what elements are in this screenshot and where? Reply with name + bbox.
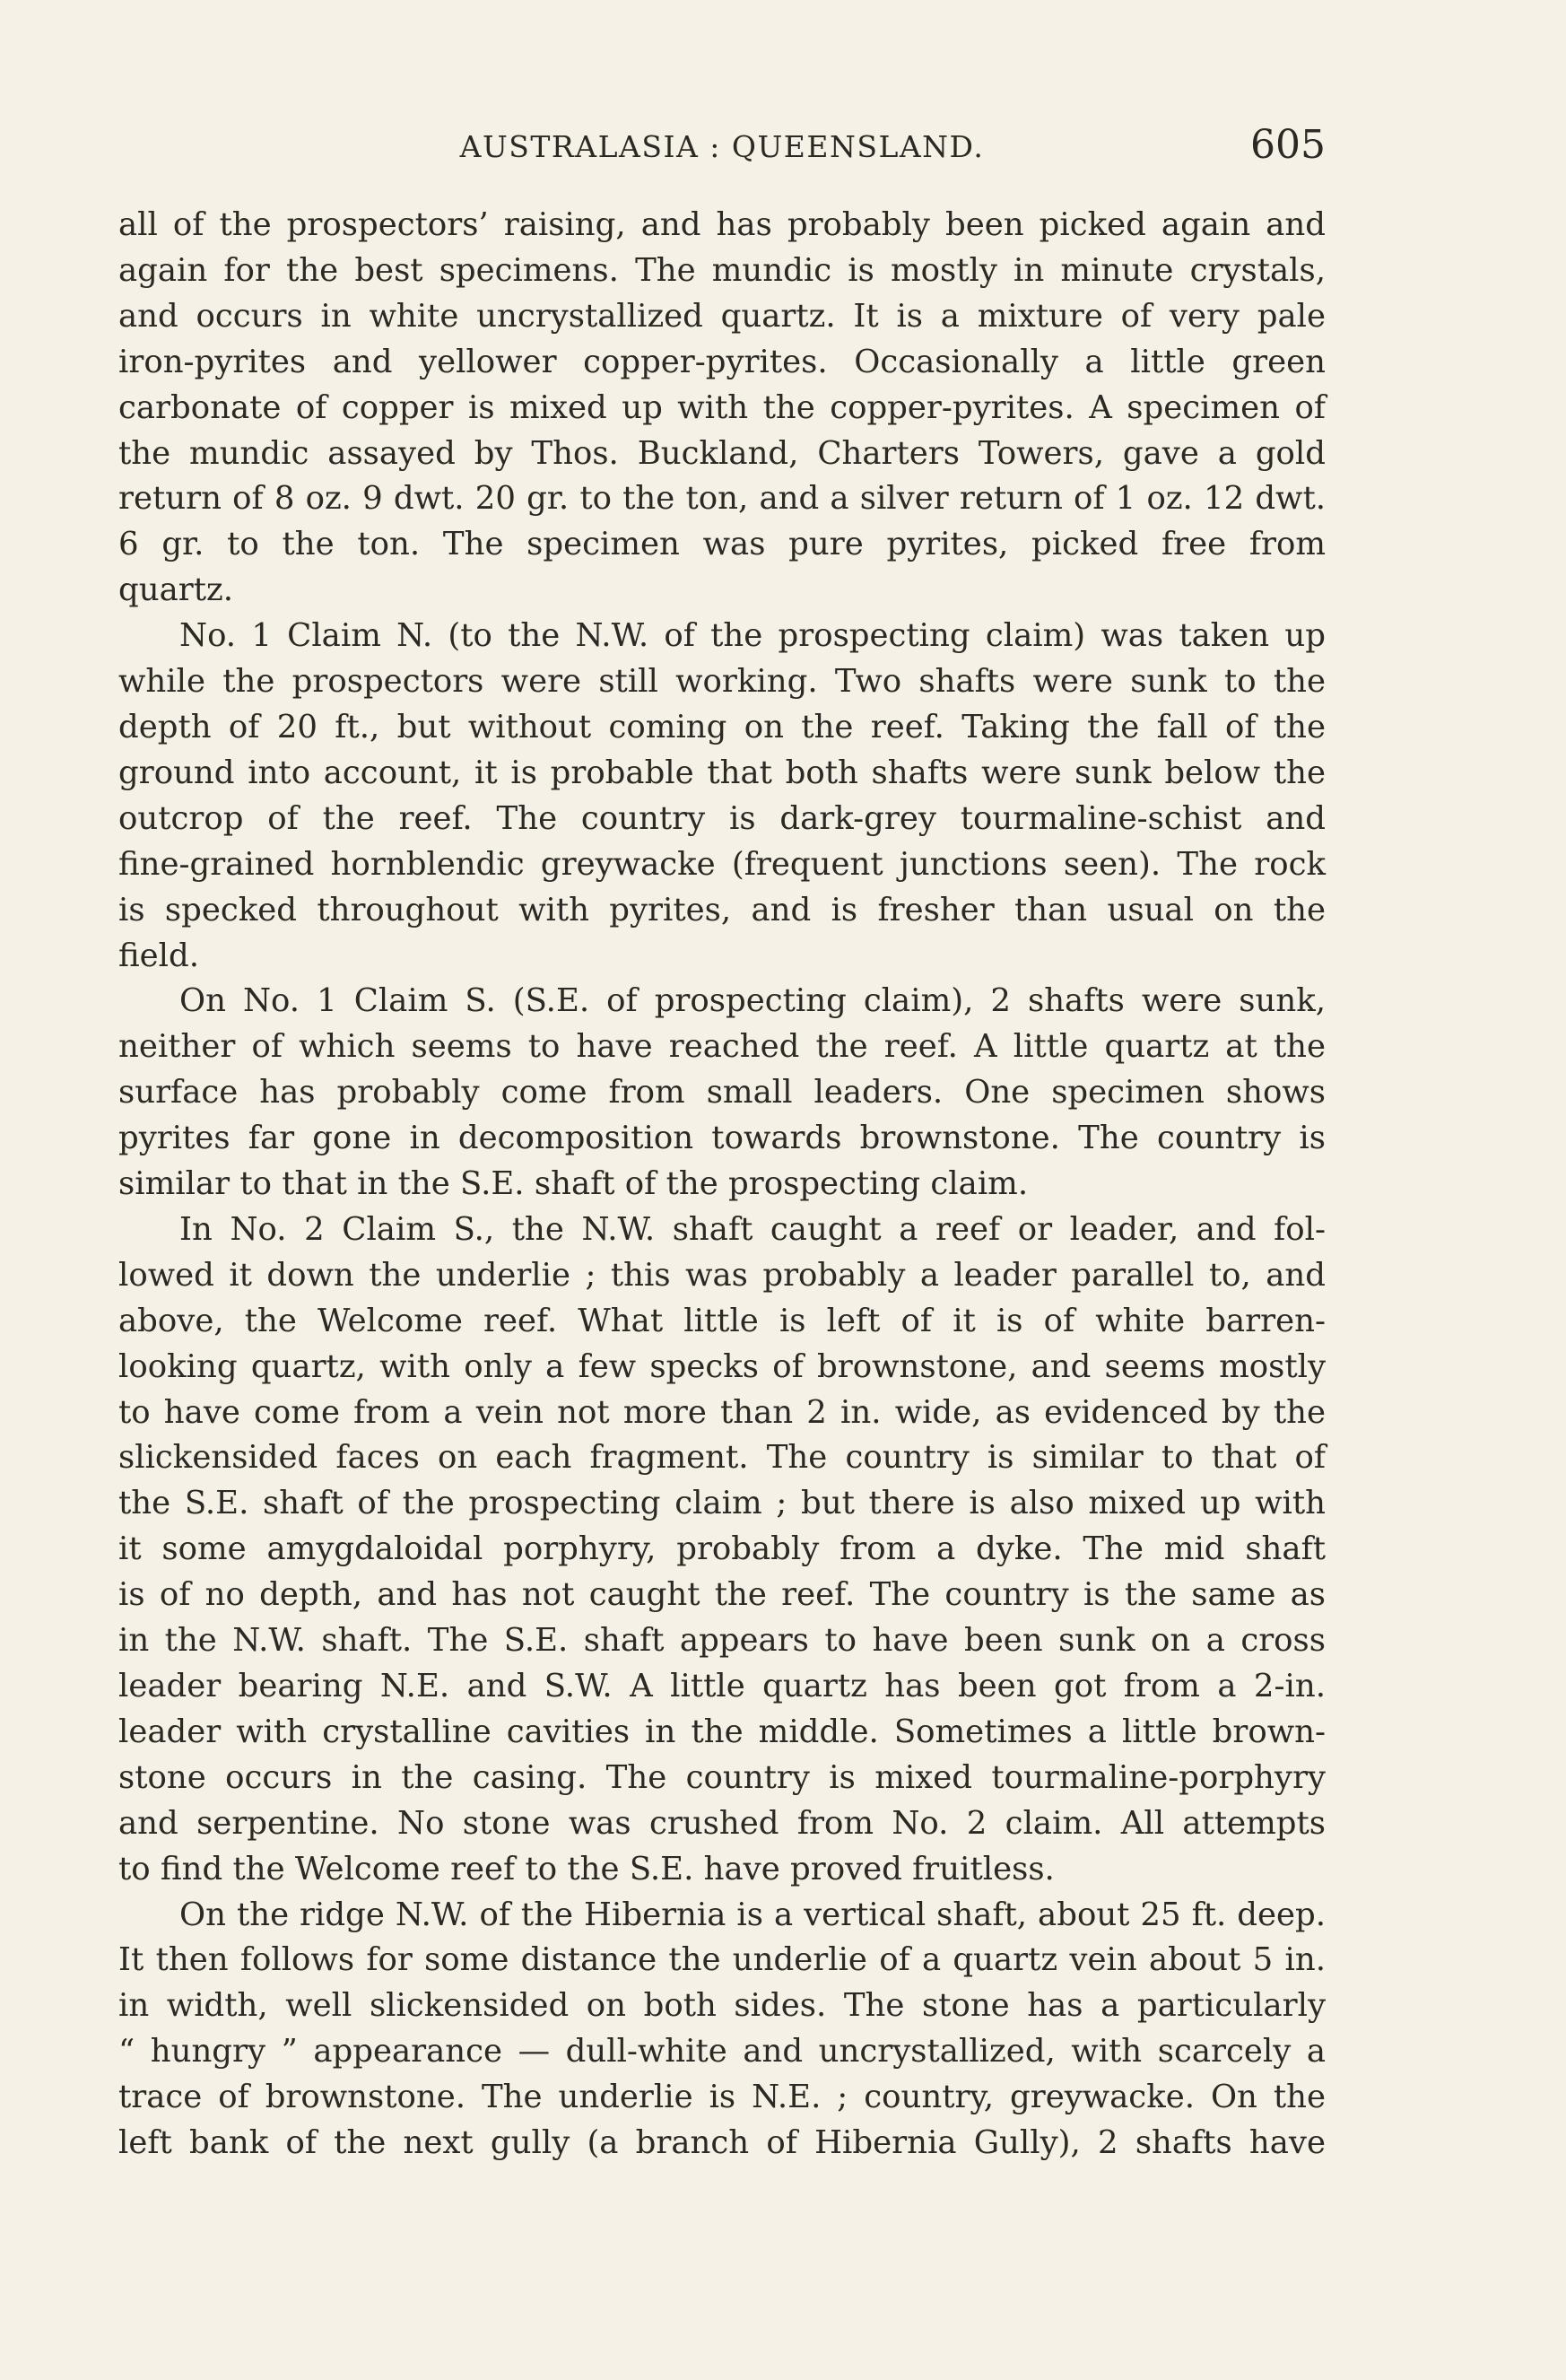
text-line: fine-grained hornblendic greywacke (frequent junctions seen). The rock (118, 845, 1326, 883)
text-line: to find the Welcome reef to the S.E. have proved fruitless. (118, 1850, 1055, 1887)
paragraph (118, 979, 1326, 1207)
text-line: slickensided faces on each fragment. The country is similar to that of (118, 1439, 1326, 1477)
text-line: in the N.W. shaft. The S.E. shaft appears to have been sunk on a cross (118, 1622, 1326, 1660)
text-line: neither of which seems to have reached the reef. A little quartz at the (118, 1028, 1326, 1066)
text-line: quartz. (118, 571, 233, 609)
text-line: depth of 20 ft., but without coming on the reef. Taking the fall of the (118, 708, 1326, 745)
text-line: No. 1 Claim N. (to the N.W. of the prospecting claim) was taken up (179, 617, 1326, 655)
text-line: carbonate of copper is mixed up with the copper-pyrites. A specimen of (118, 388, 1326, 426)
text-line: the S.E. shaft of the prospecting claim ; but there is also mixed up with (118, 1485, 1326, 1522)
text-line: the mundic assayed by Thos. Buckland, Charters Towers, gave a gold (118, 434, 1326, 472)
text-line: and occurs in white uncrystallized quartz. It is a mixture of very pale (118, 297, 1326, 335)
paragraph (118, 1893, 1326, 2166)
text-line: in width, well slickensided on both sides. The stone has a particularly (118, 1987, 1326, 2025)
text-line: On the ridge N.W. of the Hibernia is a vertical shaft, about 25 ft. deep. (179, 1896, 1326, 1933)
text-line: In No. 2 Claim S., the N.W. shaft caught a reef or leader, and fol- (179, 1210, 1326, 1248)
text-line: looking quartz, with only a few specks of brownstone, and seems mostly (118, 1347, 1326, 1385)
text-line: return of 8 oz. 9 dwt. 20 gr. to the ton, and a silver return of 1 oz. 12 dwt. (118, 480, 1326, 518)
paragraph (118, 1207, 1326, 1893)
paragraph (118, 614, 1326, 979)
page-header (118, 122, 1326, 176)
text-line: lowed it down the underlie ; this was probably a leader parallel to, and (118, 1256, 1326, 1294)
text-line: iron-pyrites and yellower copper-pyrites. Occasionally a little green (118, 343, 1326, 380)
text-line: similar to that in the S.E. shaft of the prospecting claim. (118, 1165, 1029, 1203)
text-line: On No. 1 Claim S. (S.E. of prospecting claim), 2 shafts were sunk, (179, 982, 1326, 1020)
text-line: It then follows for some distance the underlie of a quartz vein about 5 in. (118, 1941, 1326, 1979)
text-line: leader with crystalline cavities in the middle. Sometimes a little brown- (118, 1713, 1326, 1750)
text-line: pyrites far gone in decomposition towards brownstone. The country is (118, 1120, 1326, 1157)
text-line: field. (118, 937, 200, 974)
text-line: and serpentine. No stone was crushed from No. 2 claim. All attempts (118, 1804, 1326, 1842)
text-line: surface has probably come from small leaders. One specimen shows (118, 1074, 1326, 1112)
running-head: AUSTRALASIA : QUEENSLAND. (459, 129, 985, 164)
body-text (118, 203, 1326, 2166)
text-line: all of the prospectors’ raising, and has probably been picked again and (118, 206, 1326, 243)
text-line: above, the Welcome reef. What little is left of it is of white barren- (118, 1302, 1326, 1339)
text-line: it some amygdaloidal porphyry, probably from a dyke. The mid shaft (118, 1530, 1326, 1568)
text-line: trace of brownstone. The underlie is N.E. ; country, greywacke. On the (118, 2079, 1326, 2116)
text-line: is specked throughout with pyrites, and is fresher than usual on the (118, 891, 1326, 928)
text-line: 6 gr. to the ton. The specimen was pure pyrites, picked free from (118, 526, 1326, 563)
text-line: “ hungry ” appearance — dull-white and uncrystallized, with scarcely a (118, 2033, 1326, 2071)
text-line: ground into account, it is probable that both shafts were sunk below the (118, 754, 1326, 791)
paragraph (118, 203, 1326, 614)
text-line: stone occurs in the casing. The country is mixed tourmaline-porphyry (118, 1758, 1326, 1796)
text-line: again for the best specimens. The mundic is mostly in minute crystals, (118, 251, 1326, 289)
text-line: is of no depth, and has not caught the reef. The country is the same as (118, 1576, 1326, 1614)
page-number: 605 (1250, 122, 1326, 168)
text-line: outcrop of the reef. The country is dark-grey tourmaline-schist and (118, 799, 1326, 837)
text-line: leader bearing N.E. and S.W. A little quartz has been got from a 2-in. (118, 1668, 1326, 1704)
text-line: left bank of the next gully (a branch of Hibernia Gully), 2 shafts have (118, 2124, 1326, 2162)
text-line: while the prospectors were still working. Two shafts were sunk to the (118, 663, 1326, 701)
text-line: to have come from a vein not more than 2 in. wide, as evidenced by the (118, 1393, 1326, 1431)
